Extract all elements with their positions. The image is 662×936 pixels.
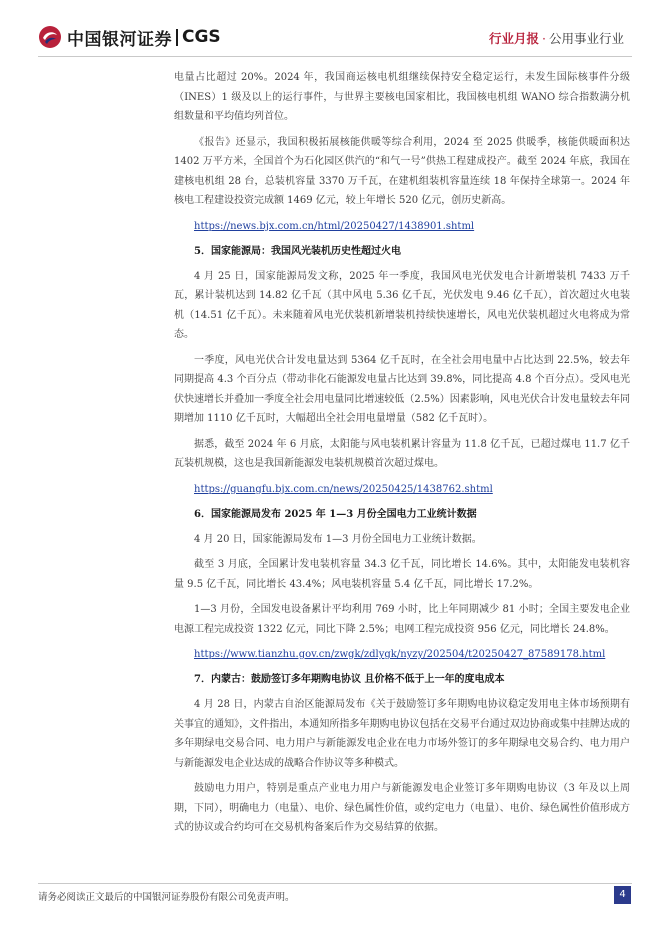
paragraph: 4 月 20 日，国家能源局发布 1—3 月份全国电力工业统计数据。 [194,533,482,545]
paragraph: 电量占比超过 20%。2024 年，我国商运核电机组继续保持安全稳定运行，未发生国际核事件分级（INES）1 级及以上的运行事件，与世界主要核电国家相比，我国核电机组 WANO 综合指数满分机组数量和平均值均列首位。 [174,72,630,122]
logo-emblem-icon [38,25,62,49]
logo-separator [176,29,178,46]
section-heading: 7．内蒙古：鼓励签订多年期购电协议 且价格不低于上一年的度电成本 [194,674,505,685]
footer-disclaimer: 请务必阅读正文最后的中国银河证券股份有限公司免责声明。 [38,892,295,903]
report-type: 行业月报 [488,31,539,46]
paragraph: 一季度，风电光伏合计发电量达到 5364 亿千瓦时，在全社会用电量中占比达到 22.5%，较去年同期提高 4.3 个百分点（带动非化石能源发电量占比达到 39.8%，同比提高 4.8 个百分点）。受风电光伏快速增长并叠加一季度全社会用电量同比增速较低（2.5%）因素影响，风电光伏合计发电量较去年同期增加 1110 亿千瓦时，大幅超出全社会用电量增量（582 亿千瓦时）。 [174,354,630,424]
header-separator-dot: · [542,31,546,46]
paragraph: 《报告》还显示，我国积极拓展核能供暖等综合利用，2024 至 2025 供暖季，核能供暖面积达 1402 万平方米，全国首个为石化园区供汽的“和气一号”供热工程建成投产。截至 2024 年底，我国在建核电机组 28 台，总装机容量 3370 万千瓦，在建机组装机容量连续 18 年保持全球第一。2024 年核电工程建设投资完成额 1469 亿元，较上年增长 520 亿元，创历史新高。 [174,136,630,206]
company-logo [38,24,221,50]
paragraph: 据悉，截至 2024 年 6 月底，太阳能与风电装机累计容量为 11.8 亿千瓦，已超过煤电 11.7 亿千瓦装机规模，这也是我国新能源发电装机规模首次超过煤电。 [174,438,630,469]
footer-divider [38,883,632,884]
source-link[interactable]: https://www.tianzhu.gov.cn/zwgk/zdlygk/nyzy/202504/t20250427_87589178.html [194,649,606,660]
paragraph: 4 月 25 日，国家能源局发文称，2025 年一季度，我国风电光伏发电合计新增装机 7433 万千瓦，累计装机达到 14.82 亿千瓦（其中风电 5.36 亿千瓦，光伏发电 9.46 亿千瓦），首次超过火电装机（14.51 亿千瓦）。未来随着风电光伏装机新增装机持续快速增长，风电光伏装机超过火电将成为常态。 [174,270,630,340]
page-header [0,0,662,62]
source-link[interactable]: https://news.bjx.com.cn/html/20250427/1438901.shtml [194,220,475,232]
source-link[interactable]: https://guangfu.bjx.com.cn/news/20250425/1438762.shtml [194,483,493,495]
section-heading: 6．国家能源局发布 2025 年 1—3 月份全国电力工业统计数据 [194,508,477,520]
report-category [489,29,624,47]
paragraph: 4 月 28 日，内蒙古自治区能源局发布《关于鼓励签订多年期购电协议稳定发用电主体市场预期有关事宜的通知》，文件指出，本通知所指多年期购电协议包括在交易平台通过双边协商或集中挂牌达成的多年期绿电交易合同、电力用户与新能源发电企业在电力市场外签订的多年期绿电交易合约、电力用户与新能源发电企业达成的战略合作协议等多种模式。 [174,699,630,769]
industry-name: 公用事业行业 [548,31,624,46]
logo-chinese-name: 中国银河证券 [67,29,172,50]
paragraph: 1—3 月份，全国发电设备累计平均利用 769 小时，比上年同期减少 81 小时；全国主要发电企业电源工程完成投资 1322 亿元，同比下降 2.5%；电网工程完成投资 956 亿元，同比增长 24.8%。 [174,604,630,635]
paragraph: 截至 3 月底，全国累计发电装机容量 34.3 亿千瓦，同比增长 14.6%。其中，太阳能发电装机容量 9.5 亿千瓦，同比增长 43.4%；风电装机容量 5.4 亿千瓦，同比增长 17.2%。 [174,559,630,590]
paragraph: 鼓励电力用户，特别是重点产业电力用户与新能源发电企业签订多年期购电协议（3 年及以上周期，下同），明确电力（电量）、电价、绿色属性价值，或约定电力（电量）、电价、绿色属性价值形成方式的协议或合约均可在交易机构备案后作为交易结算的依据。 [174,783,630,833]
main-content [174,68,630,844]
header-divider [38,56,632,57]
page-number: 4 [614,886,631,904]
logo-english-name: CGS [182,27,221,47]
section-heading: 5．国家能源局：我国风光装机历史性超过火电 [194,245,401,257]
